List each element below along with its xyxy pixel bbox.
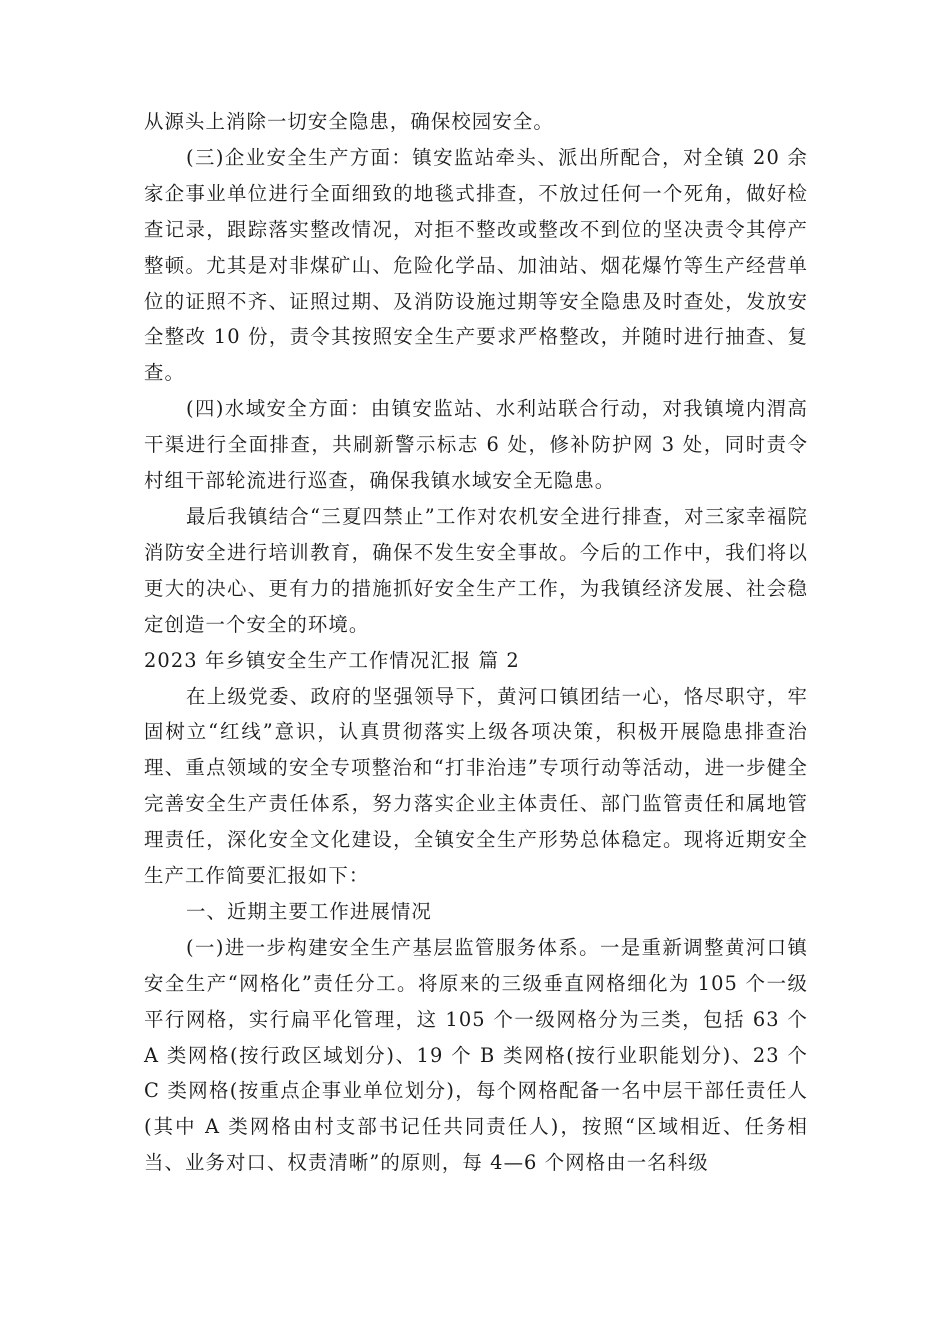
paragraph-water-safety: (四)水域安全方面：由镇安监站、水利站联合行动，对我镇境内渭高干渠进行全面排查，共刷新警示标志 6 处，修补防护网 3 处，同时责令村组干部轮流进行巡查，确保我镇水域安全无隐患。: [144, 397, 808, 493]
paragraph-grid-system: (一)进一步构建安全生产基层监管服务体系。一是重新调整黄河口镇安全生产“网格化”责任分工。将原来的三级垂直网格细化为 105 个一级平行网格，实行扁平化管理，这 105 个一级网格分为三类，包括 63 个 A 类网格(按行政区域划分)、19 个 B 类网格(按行业职能划分)、23 个 C 类网格(按重点企事业单位划分)，每个网格配备一名中层干部任责任人(其中 A 类网格由村支部书记任共同责任人)，按照“区域相近、任务相当、业务对口、权责清晰”的原则，每 4—6 个网格由一名科级: [144, 935, 808, 1175]
paragraph-conclusion: 最后我镇结合“三夏四禁止”工作对农机安全进行排查，对三家幸福院消防安全进行培训教育，确保不发生安全事故。今后的工作中，我们将以更大的决心、更有力的措施抓好安全生产工作，为我镇经济发展、社会稳定创造一个安全的环境。: [144, 504, 808, 636]
paragraph-enterprise-safety: (三)企业安全生产方面：镇安监站牵头、派出所配合，对全镇 20 余家企事业单位进行全面细致的地毯式排查，不放过任何一个死角，做好检查记录，跟踪落实整改情况，对拒不整改或整改不到位的坚决责令其停产整顿。尤其是对非煤矿山、危险化学品、加油站、烟花爆竹等生产经营单位的证照不齐、证照过期、及消防设施过期等安全隐患及时查处，发放安全整改 10 份，责令其按照安全生产要求严格整改，并随时进行抽查、复查。: [144, 145, 808, 385]
paragraph-introduction: 在上级党委、政府的坚强领导下，黄河口镇团结一心，恪尽职守，牢固树立“红线”意识，认真贯彻落实上级各项决策，积极开展隐患排查治理、重点领域的安全专项整治和“打非治违”专项行动等活动，进一步健全完善安全生产责任体系，努力落实企业主体责任、部门监管责任和属地管理责任，深化安全文化建设，全镇安全生产形势总体稳定。现将近期安全生产工作简要汇报如下：: [144, 684, 808, 888]
section-heading-progress: 一、近期主要工作进展情况: [186, 899, 432, 923]
section-title-part-2: 2023 年乡镇安全生产工作情况汇报 篇 2: [144, 648, 520, 672]
document-body: [144, 104, 808, 1181]
paragraph-campus-safety-end: 从源头上消除一切安全隐患，确保校园安全。: [144, 110, 554, 133]
